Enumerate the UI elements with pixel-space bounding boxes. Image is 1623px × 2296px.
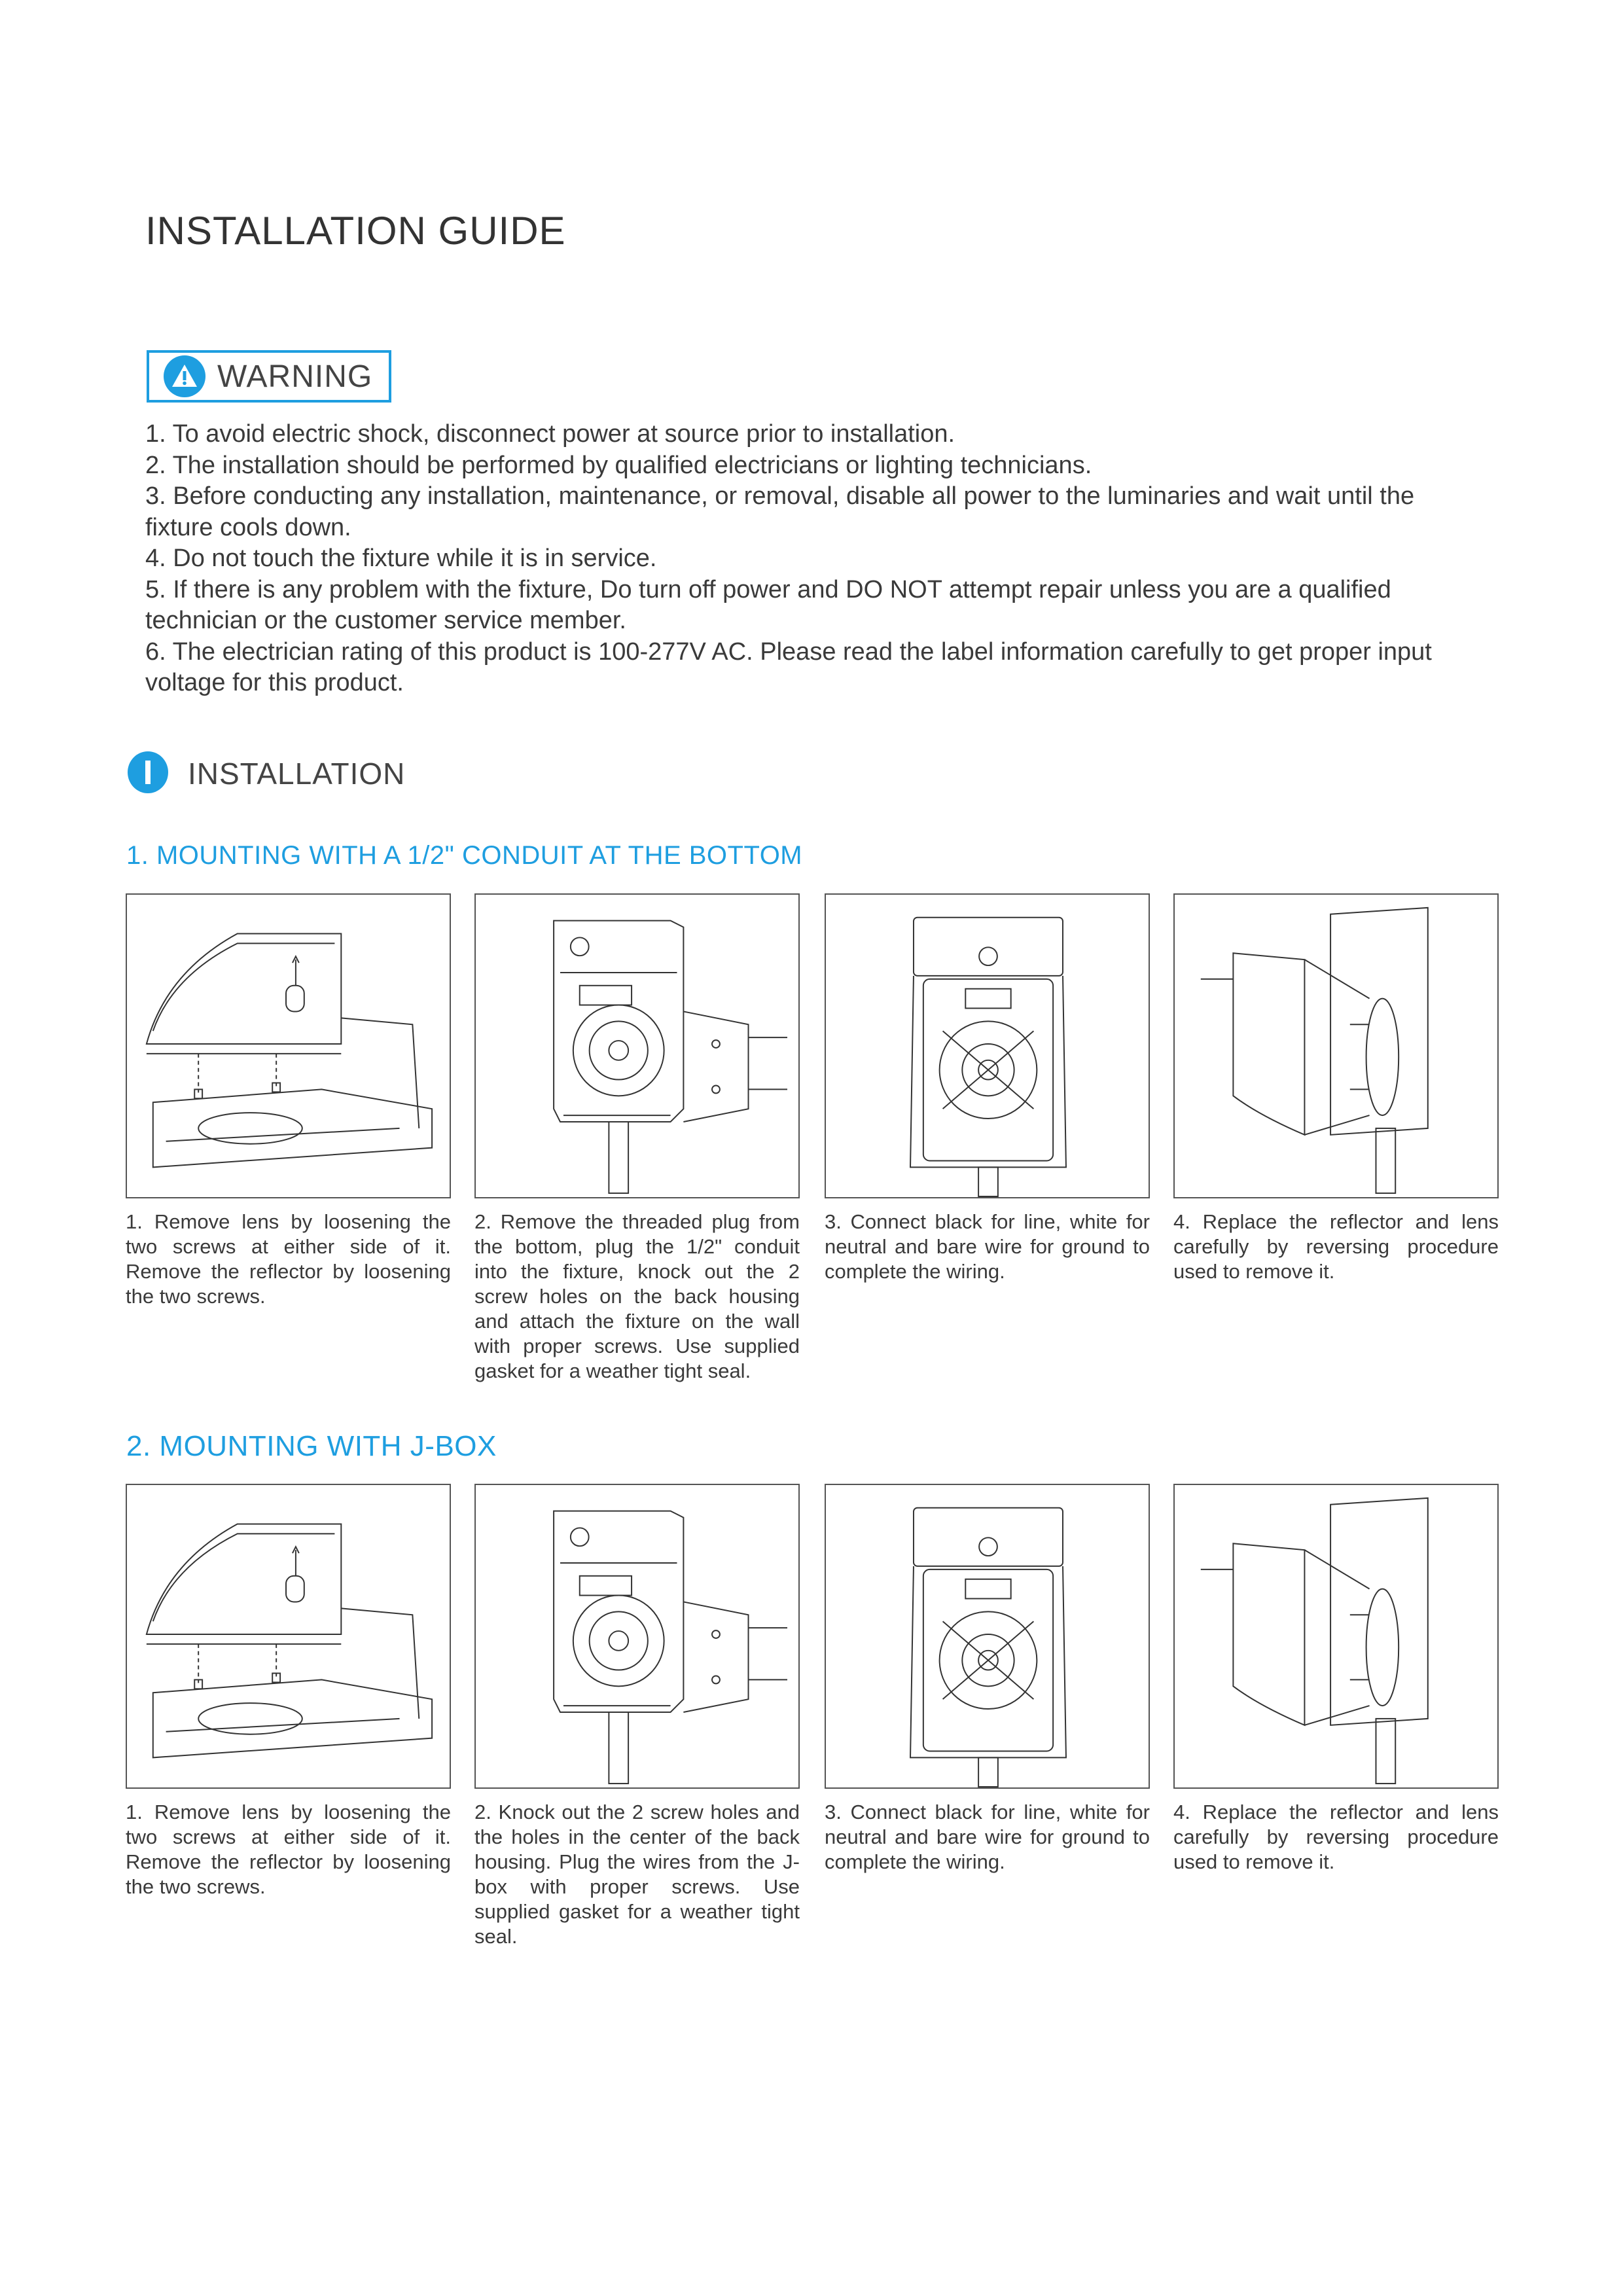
step-caption: 3. Connect black for line, white for neutral and bare wire for ground to complete the wiring. bbox=[825, 1210, 1150, 1283]
section-heading-conduit: 1. MOUNTING WITH A 1/2" CONDUIT AT THE BOTTOM bbox=[126, 841, 803, 870]
warning-item: 1. To avoid electric shock, disconnect power at source prior to installation. bbox=[145, 420, 955, 448]
warning-list bbox=[145, 419, 1480, 699]
page-title: INSTALLATION GUIDE bbox=[145, 209, 566, 253]
step-illustration-replace bbox=[1173, 1484, 1499, 1789]
installation-heading: INSTALLATION bbox=[188, 757, 406, 791]
warning-item: 2. The installation should be performed by qualified electricians or lighting technicians. bbox=[145, 451, 1092, 479]
step-illustration-remove-lens bbox=[126, 1484, 451, 1789]
warning-item: 3. Before conducting any installation, maintenance, or removal, disable all power to the luminaries and wait until the fixture cools down. bbox=[145, 482, 1415, 541]
warning-badge bbox=[147, 350, 391, 403]
step-illustration-jbox-mount bbox=[474, 1484, 800, 1789]
step-illustration-replace bbox=[1173, 893, 1499, 1198]
step-illustration-remove-lens bbox=[126, 893, 451, 1198]
step-illustration-conduit-mount bbox=[474, 893, 800, 1198]
step-caption: 4. Replace the reflector and lens carefully by reversing procedure used to remove it. bbox=[1173, 1801, 1499, 1873]
section-number-icon bbox=[128, 751, 168, 793]
step-illustration-wiring bbox=[825, 1484, 1150, 1789]
step-caption: 3. Connect black for line, white for neutral and bare wire for ground to complete the wiring. bbox=[825, 1801, 1150, 1873]
step-illustration-wiring bbox=[825, 893, 1150, 1198]
step-caption: 1. Remove lens by loosening the two screws at either side of it. Remove the reflector by loosening the two screws. bbox=[126, 1801, 451, 1898]
step-caption: 2. Knock out the 2 screw holes and the holes in the center of the back housing. Plug the wires from the J-box with proper screws. Use supplied gasket for a weather tight seal. bbox=[474, 1801, 800, 1948]
warning-label: WARNING bbox=[217, 359, 373, 394]
section-heading-jbox: 2. MOUNTING WITH J-BOX bbox=[126, 1430, 497, 1462]
warning-item: 5. If there is any problem with the fixture, Do turn off power and DO NOT attempt repair unless you are a qualified technician or the customer service member. bbox=[145, 575, 1391, 634]
step-caption: 1. Remove lens by loosening the two screws at either side of it. Remove the reflector by loosening the two screws. bbox=[126, 1210, 451, 1308]
step-caption: 2. Remove the threaded plug from the bottom, plug the 1/2" conduit into the fixture, knock out the 2 screw holes on the back housing and attach the fixture on the wall with proper screws. Use supplied gasket for a weather tight seal. bbox=[474, 1210, 800, 1382]
warning-item: 4. Do not touch the fixture while it is in service. bbox=[145, 545, 657, 572]
warning-icon bbox=[164, 355, 205, 397]
warning-item: 6. The electrician rating of this product is 100-277V AC. Please read the label information carefully to get proper input voltage for this product. bbox=[145, 637, 1432, 696]
step-caption: 4. Replace the reflector and lens carefully by reversing procedure used to remove it. bbox=[1173, 1210, 1499, 1283]
